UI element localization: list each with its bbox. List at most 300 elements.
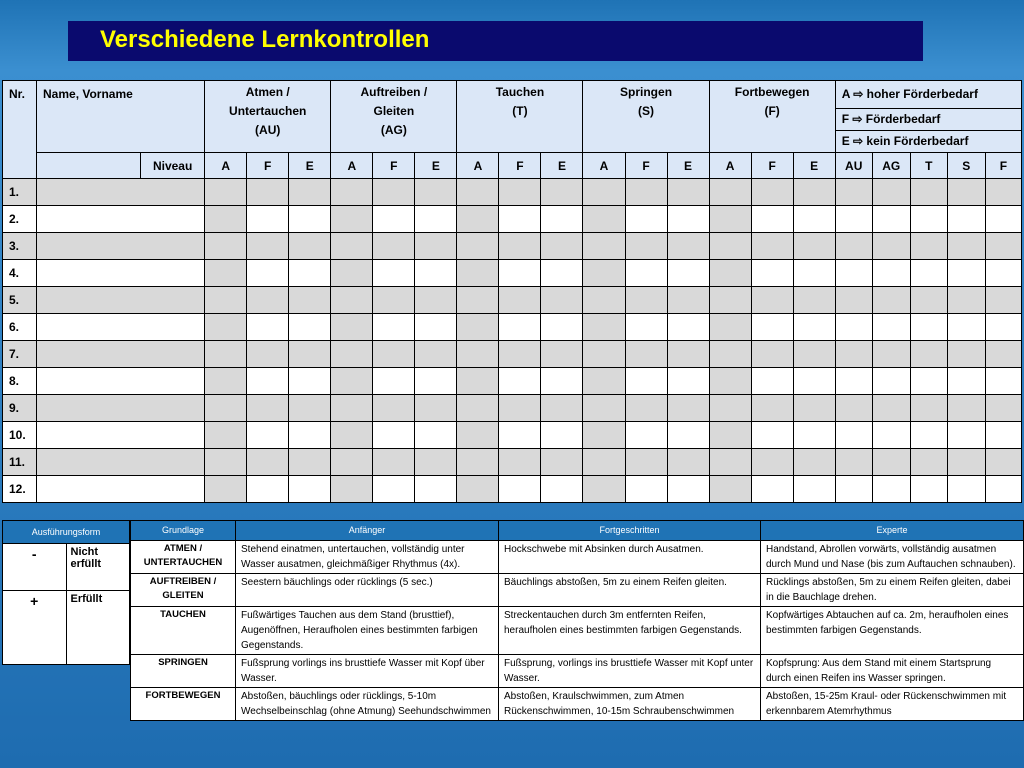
summary-cell[interactable] [835, 341, 872, 368]
summary-cell[interactable] [835, 476, 872, 503]
summary-cell[interactable] [985, 179, 1021, 206]
assessment-table [2, 80, 1022, 503]
score-cell[interactable] [247, 233, 289, 260]
desc-header-grundlage: Grundlage [131, 521, 236, 541]
score-cell[interactable] [205, 233, 247, 260]
score-cell[interactable] [289, 179, 331, 206]
score-cell[interactable] [793, 368, 835, 395]
level-header-cell: F [247, 153, 289, 179]
score-cell[interactable] [373, 179, 415, 206]
description-row [131, 574, 1024, 607]
summary-cell[interactable] [947, 314, 985, 341]
summary-cell[interactable] [985, 206, 1021, 233]
score-cell[interactable] [793, 422, 835, 449]
score-cell[interactable] [541, 368, 583, 395]
summary-cell[interactable] [910, 476, 947, 503]
score-cell[interactable] [247, 260, 289, 287]
score-cell[interactable] [415, 314, 457, 341]
level-header-cell: F [373, 153, 415, 179]
summary-cell[interactable] [910, 233, 947, 260]
score-cell[interactable] [793, 233, 835, 260]
score-cell[interactable] [583, 395, 625, 422]
score-cell[interactable] [751, 179, 793, 206]
name-cell[interactable] [37, 233, 205, 260]
name-cell[interactable] [37, 206, 205, 233]
score-cell[interactable] [247, 476, 289, 503]
summary-cell[interactable] [910, 395, 947, 422]
score-cell[interactable] [331, 341, 373, 368]
level-header-cell: E [415, 153, 457, 179]
score-cell[interactable] [205, 179, 247, 206]
table-row [3, 368, 1022, 395]
score-cell[interactable] [373, 314, 415, 341]
score-cell[interactable] [709, 449, 751, 476]
score-cell[interactable] [415, 260, 457, 287]
score-cell[interactable] [457, 314, 499, 341]
score-cell[interactable] [499, 341, 541, 368]
score-cell[interactable] [247, 314, 289, 341]
score-cell[interactable] [247, 179, 289, 206]
score-cell[interactable] [499, 449, 541, 476]
score-cell[interactable] [499, 233, 541, 260]
score-cell[interactable] [751, 314, 793, 341]
score-cell[interactable] [457, 476, 499, 503]
score-cell[interactable] [793, 476, 835, 503]
summary-cell[interactable] [947, 476, 985, 503]
score-cell[interactable] [499, 314, 541, 341]
score-cell[interactable] [541, 341, 583, 368]
score-cell[interactable] [793, 287, 835, 314]
score-cell[interactable] [331, 179, 373, 206]
summary-cell[interactable] [835, 206, 872, 233]
level-header-cell: F [499, 153, 541, 179]
score-cell[interactable] [583, 179, 625, 206]
summary-header-cell: AU [835, 153, 872, 179]
score-cell[interactable] [667, 287, 709, 314]
description-row [131, 541, 1024, 574]
experte-cell: Handstand, Abrollen vorwärts, vollständig ausatmen durch Mund und Nase (bis zum Auftauchen schnauben). [761, 541, 1024, 574]
score-cell[interactable] [415, 422, 457, 449]
summary-cell[interactable] [985, 422, 1021, 449]
score-cell[interactable] [373, 233, 415, 260]
score-cell[interactable] [373, 206, 415, 233]
score-cell[interactable] [415, 476, 457, 503]
score-cell[interactable] [415, 395, 457, 422]
score-cell[interactable] [751, 368, 793, 395]
score-cell[interactable] [625, 206, 667, 233]
score-cell[interactable] [289, 341, 331, 368]
summary-cell[interactable] [872, 341, 910, 368]
score-cell[interactable] [709, 476, 751, 503]
score-cell[interactable] [541, 395, 583, 422]
summary-cell[interactable] [872, 422, 910, 449]
score-cell[interactable] [583, 476, 625, 503]
score-cell[interactable] [499, 368, 541, 395]
score-cell[interactable] [667, 449, 709, 476]
score-cell[interactable] [625, 422, 667, 449]
score-cell[interactable] [751, 260, 793, 287]
score-cell[interactable] [205, 314, 247, 341]
score-cell[interactable] [289, 368, 331, 395]
score-cell[interactable] [331, 287, 373, 314]
score-cell[interactable] [583, 287, 625, 314]
score-cell[interactable] [205, 476, 247, 503]
table-row [3, 314, 1022, 341]
score-cell[interactable] [583, 341, 625, 368]
score-cell[interactable] [541, 179, 583, 206]
name-cell[interactable] [37, 179, 205, 206]
summary-cell[interactable] [835, 422, 872, 449]
score-cell[interactable] [541, 314, 583, 341]
score-cell[interactable] [331, 476, 373, 503]
summary-cell[interactable] [910, 287, 947, 314]
score-cell[interactable] [415, 287, 457, 314]
score-cell[interactable] [751, 206, 793, 233]
score-cell[interactable] [331, 314, 373, 341]
score-cell[interactable] [751, 341, 793, 368]
score-cell[interactable] [289, 314, 331, 341]
score-cell[interactable] [457, 260, 499, 287]
score-cell[interactable] [709, 314, 751, 341]
score-cell[interactable] [373, 260, 415, 287]
score-cell[interactable] [289, 260, 331, 287]
score-cell[interactable] [331, 395, 373, 422]
score-cell[interactable] [457, 233, 499, 260]
score-cell[interactable] [247, 368, 289, 395]
table-row [3, 422, 1022, 449]
summary-cell[interactable] [985, 368, 1021, 395]
anfaenger-cell: Fußwärtiges Tauchen aus dem Stand (brusttief), Augenöffnen, Heraufholen eines bestimmten farbigen Gegenstands. [236, 607, 499, 655]
score-cell[interactable] [457, 206, 499, 233]
score-cell[interactable] [667, 422, 709, 449]
score-cell[interactable] [289, 449, 331, 476]
score-cell[interactable] [541, 422, 583, 449]
score-cell[interactable] [331, 206, 373, 233]
score-cell[interactable] [205, 341, 247, 368]
summary-cell[interactable] [872, 395, 910, 422]
summary-cell[interactable] [947, 179, 985, 206]
score-cell[interactable] [625, 449, 667, 476]
score-cell[interactable] [583, 422, 625, 449]
score-cell[interactable] [709, 233, 751, 260]
score-cell[interactable] [457, 449, 499, 476]
summary-cell[interactable] [910, 179, 947, 206]
score-cell[interactable] [709, 341, 751, 368]
score-cell[interactable] [583, 206, 625, 233]
score-cell[interactable] [541, 233, 583, 260]
header-group-au: Atmen / Untertauchen (AU) [205, 81, 331, 153]
summary-cell[interactable] [872, 206, 910, 233]
summary-cell[interactable] [910, 368, 947, 395]
score-cell[interactable] [625, 395, 667, 422]
summary-header-cell: AG [872, 153, 910, 179]
summary-cell[interactable] [835, 179, 872, 206]
summary-cell[interactable] [947, 260, 985, 287]
table-row [3, 260, 1022, 287]
score-cell[interactable] [457, 287, 499, 314]
table-row [3, 449, 1022, 476]
score-cell[interactable] [289, 395, 331, 422]
score-cell[interactable] [247, 341, 289, 368]
score-cell[interactable] [667, 314, 709, 341]
table-row [3, 179, 1022, 206]
score-cell[interactable] [247, 449, 289, 476]
summary-cell[interactable] [947, 368, 985, 395]
summary-cell[interactable] [835, 395, 872, 422]
summary-cell[interactable] [872, 314, 910, 341]
category-cell: SPRINGEN [131, 655, 236, 688]
score-cell[interactable] [583, 314, 625, 341]
summary-cell[interactable] [835, 449, 872, 476]
summary-cell[interactable] [947, 422, 985, 449]
score-cell[interactable] [625, 179, 667, 206]
score-cell[interactable] [667, 341, 709, 368]
score-cell[interactable] [625, 233, 667, 260]
score-cell[interactable] [457, 179, 499, 206]
score-cell[interactable] [499, 179, 541, 206]
score-cell[interactable] [541, 449, 583, 476]
header-group-f: Fortbewegen (F) [709, 81, 835, 153]
score-cell[interactable] [331, 368, 373, 395]
summary-cell[interactable] [985, 341, 1021, 368]
score-cell[interactable] [247, 287, 289, 314]
score-cell[interactable] [331, 422, 373, 449]
score-cell[interactable] [793, 395, 835, 422]
score-cell[interactable] [751, 422, 793, 449]
score-cell[interactable] [541, 287, 583, 314]
score-cell[interactable] [331, 260, 373, 287]
summary-cell[interactable] [947, 287, 985, 314]
score-cell[interactable] [709, 368, 751, 395]
summary-cell[interactable] [835, 368, 872, 395]
score-cell[interactable] [247, 395, 289, 422]
score-cell[interactable] [667, 395, 709, 422]
score-cell[interactable] [625, 341, 667, 368]
header-group-s: Springen (S) [583, 81, 709, 153]
header-group-t: Tauchen (T) [457, 81, 583, 153]
score-cell[interactable] [415, 233, 457, 260]
summary-cell[interactable] [910, 206, 947, 233]
fortgeschritten-cell: Fußsprung, vorlings ins brusttiefe Wasser mit Kopf unter Wasser. [499, 655, 761, 688]
score-cell[interactable] [751, 476, 793, 503]
summary-cell[interactable] [985, 395, 1021, 422]
name-cell[interactable] [37, 368, 205, 395]
score-cell[interactable] [373, 449, 415, 476]
page-title: Verschiedene Lernkontrollen [68, 21, 923, 61]
summary-cell[interactable] [985, 287, 1021, 314]
table-row [3, 206, 1022, 233]
score-cell[interactable] [709, 395, 751, 422]
score-cell[interactable] [667, 368, 709, 395]
score-cell[interactable] [709, 422, 751, 449]
score-cell[interactable] [541, 476, 583, 503]
score-cell[interactable] [541, 260, 583, 287]
summary-cell[interactable] [872, 368, 910, 395]
score-cell[interactable] [373, 476, 415, 503]
score-cell[interactable] [373, 368, 415, 395]
score-cell[interactable] [205, 422, 247, 449]
level-header-cell: E [793, 153, 835, 179]
score-cell[interactable] [751, 395, 793, 422]
summary-cell[interactable] [910, 314, 947, 341]
score-cell[interactable] [499, 206, 541, 233]
score-cell[interactable] [793, 341, 835, 368]
summary-cell[interactable] [985, 260, 1021, 287]
table-row [3, 476, 1022, 503]
score-cell[interactable] [499, 260, 541, 287]
score-cell[interactable] [709, 287, 751, 314]
score-cell[interactable] [625, 287, 667, 314]
score-cell[interactable] [247, 206, 289, 233]
score-cell[interactable] [373, 422, 415, 449]
summary-cell[interactable] [872, 476, 910, 503]
summary-cell[interactable] [872, 260, 910, 287]
score-cell[interactable] [709, 260, 751, 287]
score-cell[interactable] [205, 206, 247, 233]
summary-cell[interactable] [947, 233, 985, 260]
score-cell[interactable] [541, 206, 583, 233]
score-cell[interactable] [499, 476, 541, 503]
summary-cell[interactable] [947, 449, 985, 476]
score-cell[interactable] [499, 395, 541, 422]
score-cell[interactable] [793, 314, 835, 341]
score-cell[interactable] [289, 476, 331, 503]
name-cell[interactable] [37, 260, 205, 287]
summary-cell[interactable] [872, 233, 910, 260]
score-cell[interactable] [583, 449, 625, 476]
level-header-cell: F [751, 153, 793, 179]
score-cell[interactable] [625, 368, 667, 395]
score-cell[interactable] [625, 260, 667, 287]
score-cell[interactable] [373, 341, 415, 368]
summary-cell[interactable] [985, 476, 1021, 503]
name-cell[interactable] [37, 476, 205, 503]
score-cell[interactable] [415, 341, 457, 368]
score-cell[interactable] [289, 287, 331, 314]
header-group-ag: Auftreiben / Gleiten (AG) [331, 81, 457, 153]
name-cell[interactable] [37, 314, 205, 341]
score-cell[interactable] [205, 260, 247, 287]
name-cell[interactable] [37, 449, 205, 476]
score-cell[interactable] [793, 206, 835, 233]
score-cell[interactable] [415, 368, 457, 395]
score-cell[interactable] [751, 287, 793, 314]
desc-header-fortgeschritten: Fortgeschritten [499, 521, 761, 541]
summary-cell[interactable] [910, 422, 947, 449]
level-header-cell: A [331, 153, 373, 179]
score-cell[interactable] [667, 260, 709, 287]
score-cell[interactable] [499, 287, 541, 314]
summary-cell[interactable] [947, 341, 985, 368]
category-cell: AUFTREIBEN / GLEITEN [131, 574, 236, 607]
summary-cell[interactable] [910, 341, 947, 368]
summary-cell[interactable] [872, 287, 910, 314]
score-cell[interactable] [457, 341, 499, 368]
score-cell[interactable] [583, 368, 625, 395]
score-cell[interactable] [373, 395, 415, 422]
anfaenger-cell: Stehend einatmen, untertauchen, vollständig unter Wasser ausatmen, gleichmäßiger Rhythmus (4x). [236, 541, 499, 574]
summary-cell[interactable] [872, 179, 910, 206]
score-cell[interactable] [793, 449, 835, 476]
legend-label-erfuellt: Erfüllt [66, 591, 130, 665]
table-row [3, 395, 1022, 422]
score-cell[interactable] [331, 233, 373, 260]
summary-cell[interactable] [835, 260, 872, 287]
score-cell[interactable] [247, 422, 289, 449]
score-cell[interactable] [667, 206, 709, 233]
score-cell[interactable] [625, 314, 667, 341]
category-cell: FORTBEWEGEN [131, 688, 236, 721]
summary-cell[interactable] [985, 233, 1021, 260]
score-cell[interactable] [793, 260, 835, 287]
level-header-cell: F [625, 153, 667, 179]
score-cell[interactable] [625, 476, 667, 503]
score-cell[interactable] [331, 449, 373, 476]
summary-cell[interactable] [947, 395, 985, 422]
desc-header-anfaenger: Anfänger [236, 521, 499, 541]
score-cell[interactable] [457, 395, 499, 422]
score-cell[interactable] [289, 206, 331, 233]
score-cell[interactable] [667, 179, 709, 206]
score-cell[interactable] [289, 422, 331, 449]
score-cell[interactable] [667, 233, 709, 260]
summary-cell[interactable] [872, 449, 910, 476]
description-row [131, 607, 1024, 655]
score-cell[interactable] [457, 422, 499, 449]
name-cell[interactable] [37, 395, 205, 422]
score-cell[interactable] [793, 179, 835, 206]
execution-legend [2, 520, 130, 665]
score-cell[interactable] [583, 260, 625, 287]
legend-header: Ausführungsform [3, 521, 130, 544]
description-row [131, 655, 1024, 688]
score-cell[interactable] [751, 233, 793, 260]
score-cell[interactable] [415, 206, 457, 233]
name-cell[interactable] [37, 287, 205, 314]
score-cell[interactable] [499, 422, 541, 449]
name-cell[interactable] [37, 341, 205, 368]
name-cell[interactable] [37, 422, 205, 449]
score-cell[interactable] [583, 233, 625, 260]
summary-cell[interactable] [835, 314, 872, 341]
score-cell[interactable] [415, 449, 457, 476]
score-cell[interactable] [373, 287, 415, 314]
summary-cell[interactable] [985, 449, 1021, 476]
summary-cell[interactable] [835, 287, 872, 314]
score-cell[interactable] [751, 449, 793, 476]
summary-cell[interactable] [947, 206, 985, 233]
score-cell[interactable] [289, 233, 331, 260]
header-name-blank [37, 153, 141, 179]
category-cell: ATMEN / UNTERTAUCHEN [131, 541, 236, 574]
table-row [3, 287, 1022, 314]
score-cell[interactable] [709, 179, 751, 206]
score-cell[interactable] [205, 368, 247, 395]
score-cell[interactable] [709, 206, 751, 233]
score-cell[interactable] [205, 449, 247, 476]
score-cell[interactable] [457, 368, 499, 395]
summary-cell[interactable] [910, 260, 947, 287]
score-cell[interactable] [667, 476, 709, 503]
summary-cell[interactable] [835, 233, 872, 260]
legend-a: A ⇨ hoher Förderbedarf [835, 81, 1021, 109]
score-cell[interactable] [205, 395, 247, 422]
score-cell[interactable] [415, 179, 457, 206]
score-cell[interactable] [205, 287, 247, 314]
summary-cell[interactable] [985, 314, 1021, 341]
legend-label-nicht-erfuellt: Nicht erfüllt [66, 544, 130, 591]
summary-cell[interactable] [910, 449, 947, 476]
